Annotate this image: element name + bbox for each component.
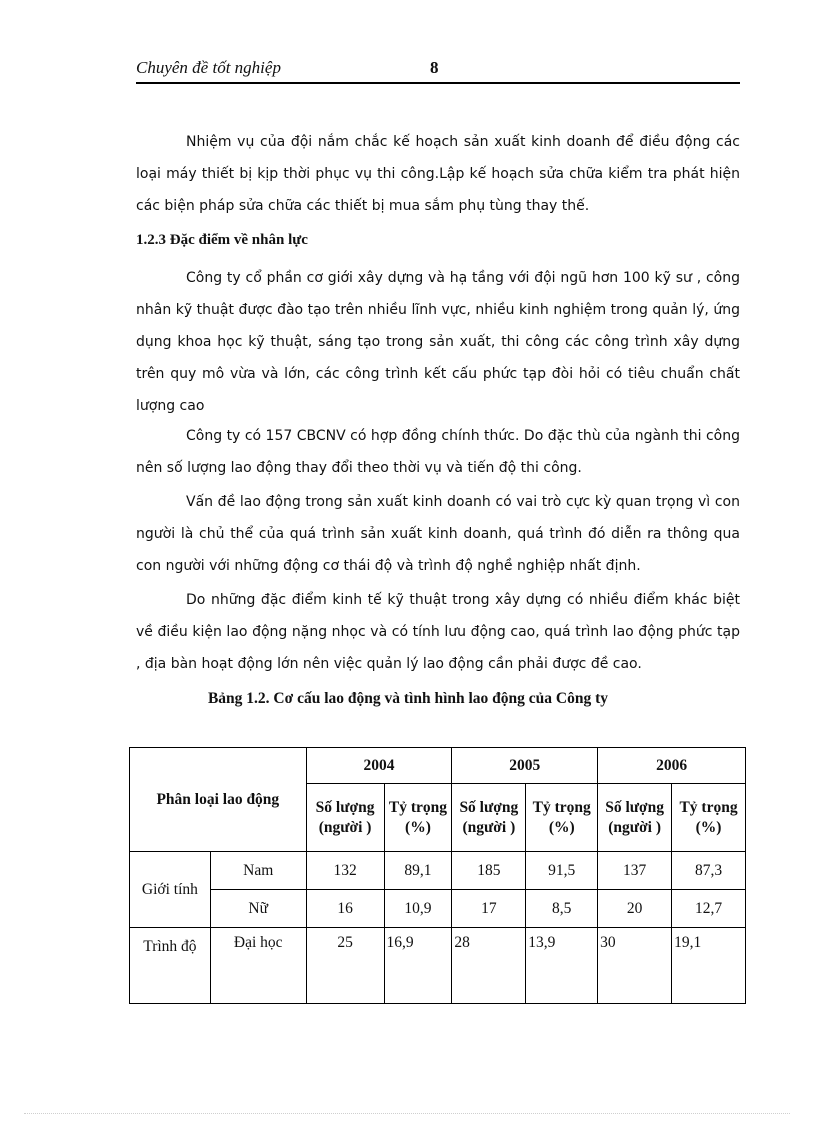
table-cell: 87,3 — [672, 852, 746, 890]
table-cell: 28 — [452, 928, 526, 1004]
table-cell: 132 — [306, 852, 384, 890]
group-education: Trình độ — [130, 928, 211, 1004]
group-gender: Giới tính — [130, 852, 211, 928]
paragraph-workforce: Công ty cổ phần cơ giới xây dựng và hạ tầng với đội ngũ hơn 100 kỹ sư , công nhân kỹ thuật được đào tạo trên nhiều lĩnh vực, nhiều kinh nghiệm trong quản lý, ứng dụng khoa học kỹ thuật, sáng tạo trong sản xuất, thi công các công trình xây dựng trên quy mô vừa và lớn, các công trình kết cấu phức tạp đòi hỏi có tiêu chuẩn chất lượng cao — [136, 270, 740, 414]
table-cell: 13,9 — [526, 928, 598, 1004]
row-label-university: Đại học — [210, 928, 306, 1004]
table-cell: 30 — [598, 928, 672, 1004]
table-cell: 25 — [306, 928, 384, 1004]
paragraph-employee-count: Công ty có 157 CBCNV có hợp đồng chính thức. Do đặc thù của ngành thi công nên số lượng lao động thay đổi theo thời vụ và tiến độ thi công. — [136, 428, 740, 476]
header-year-2006: 2006 — [598, 748, 746, 784]
table-cell: 16,9 — [384, 928, 452, 1004]
table-cell: 20 — [598, 890, 672, 928]
page-bottom-divider — [24, 1113, 790, 1114]
table-cell: 137 — [598, 852, 672, 890]
header-year-2004: 2004 — [306, 748, 452, 784]
labor-structure-table — [129, 747, 746, 1004]
table-cell: 91,5 — [526, 852, 598, 890]
table-cell: 19,1 — [672, 928, 746, 1004]
table-caption: Bảng 1.2. Cơ cấu lao động và tình hình lao động của Công ty — [207, 690, 609, 707]
paragraph-labor-conditions: Do những đặc điểm kinh tế kỹ thuật trong xây dựng có nhiều điểm khác biệt về điều kiện lao động nặng nhọc và có tính lưu động cao, quá trình lao động phức tạp , địa bàn hoạt động lớn nên việc quản lý lao động cần phải được đề cao. — [136, 592, 740, 672]
row-label-male: Nam — [210, 852, 306, 890]
page-header — [136, 58, 740, 84]
table-cell: 12,7 — [672, 890, 746, 928]
header-share-2006: Tỷ trọng (%) — [672, 784, 746, 852]
header-count-2005: Số lượng (người ) — [452, 784, 526, 852]
table-cell: 89,1 — [384, 852, 452, 890]
header-count-2004: Số lượng (người ) — [306, 784, 384, 852]
header-share-2005: Tỷ trọng (%) — [526, 784, 598, 852]
row-label-female: Nữ — [210, 890, 306, 928]
header-category: Phân loại lao động — [130, 748, 307, 852]
paragraph-equipment-duties: Nhiệm vụ của đội nắm chắc kế hoạch sản xuất kinh doanh để điều động các loại máy thiết bị kịp thời phục vụ thi công.Lập kế hoạch sửa chữa kiểm tra phát hiện các biện pháp sửa chữa các thiết bị mua sắm phụ tùng thay thế. — [136, 134, 740, 214]
header-year-2005: 2005 — [452, 748, 598, 784]
table-cell: 16 — [306, 890, 384, 928]
header-title: Chuyên đề tốt nghiệp — [136, 58, 281, 77]
table-cell: 185 — [452, 852, 526, 890]
header-share-2004: Tỷ trọng (%) — [384, 784, 452, 852]
table-cell: 8,5 — [526, 890, 598, 928]
table-cell: 17 — [452, 890, 526, 928]
page-number: 8 — [430, 58, 439, 77]
section-heading-human-resources: 1.2.3 Đặc điểm về nhân lực — [136, 232, 308, 248]
paragraph-labor-role: Vấn đề lao động trong sản xuất kinh doanh có vai trò cực kỳ quan trọng vì con người là chủ thể của quá trình sản xuất kinh doanh, quá trình đó diễn ra thông qua con người với những động cơ thái độ và trình độ nghề nghiệp nhất định. — [136, 494, 740, 574]
table-cell: 10,9 — [384, 890, 452, 928]
header-count-2006: Số lượng (người ) — [598, 784, 672, 852]
